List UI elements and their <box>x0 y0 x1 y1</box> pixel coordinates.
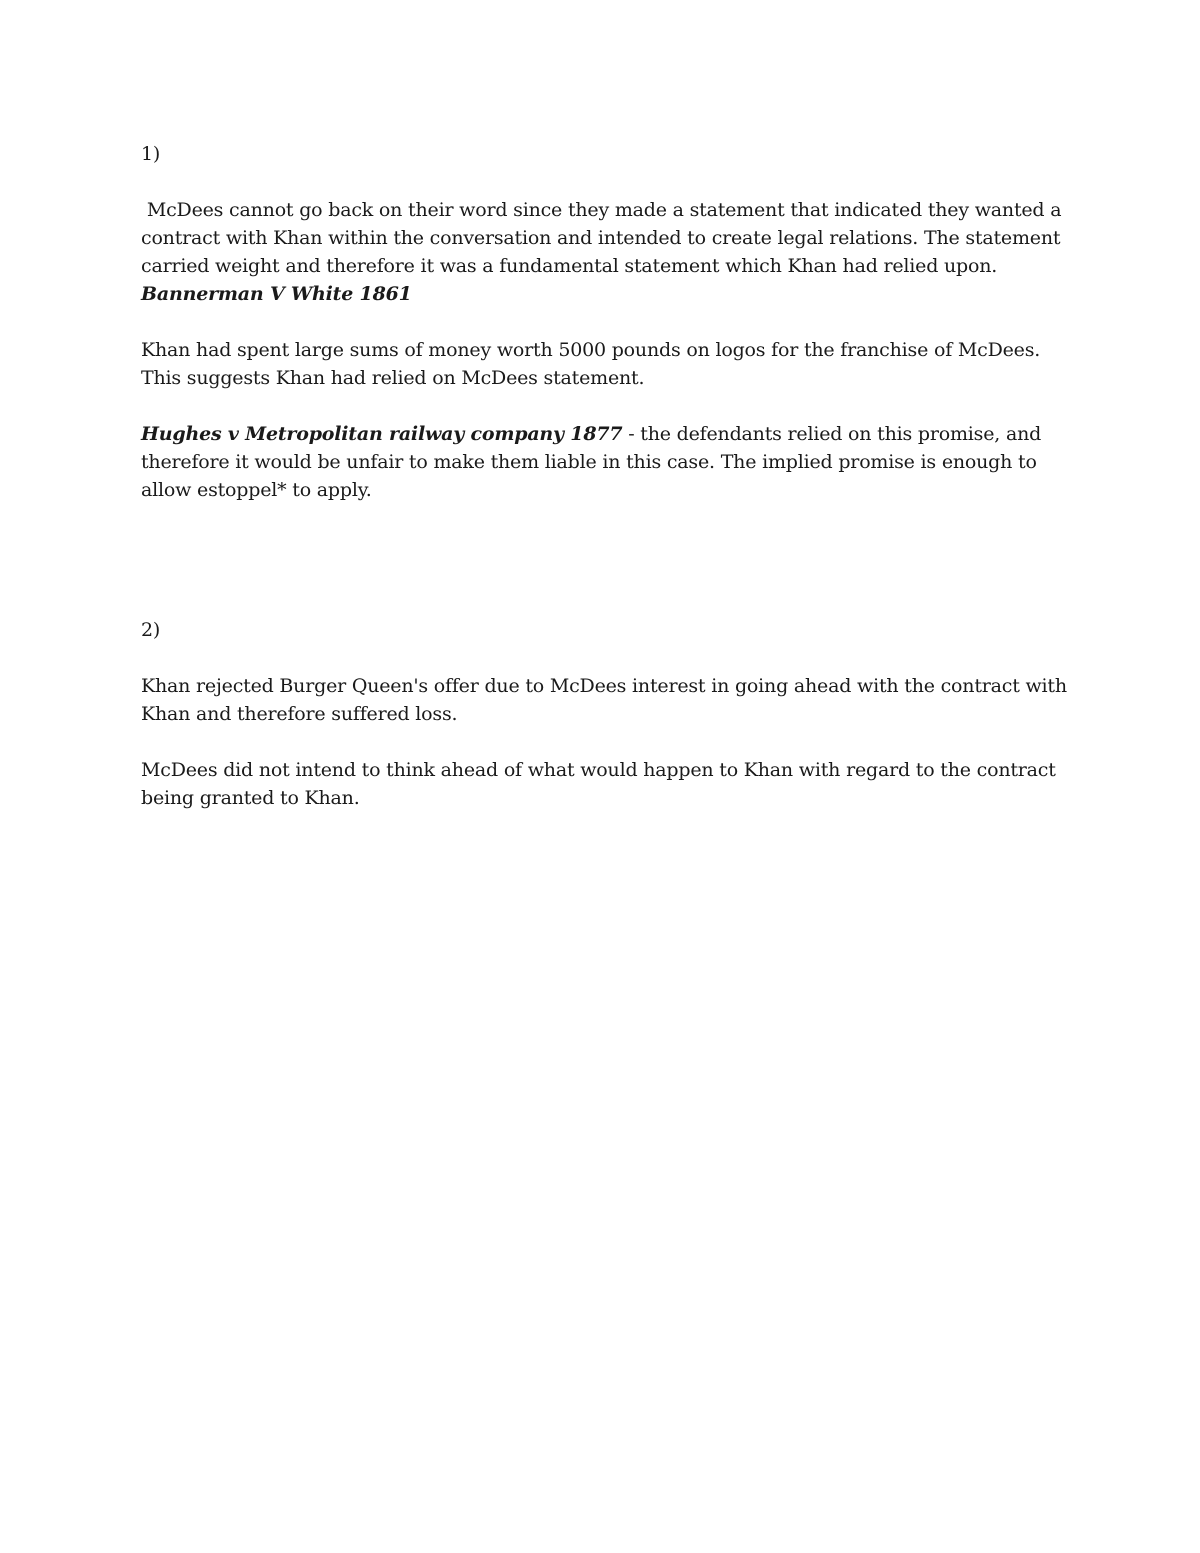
paragraph-with-citation <box>141 420 1071 504</box>
paragraph: Khan rejected Burger Queen's offer due to McDees interest in going ahead with the contract with Khan and therefore suffered loss. <box>141 675 1067 725</box>
section-number: 1) <box>141 143 161 165</box>
case-citation: Hughes v Metropolitan railway company 1877 <box>141 423 623 445</box>
paragraph: Khan had spent large sums of money worth 5000 pounds on logos for the franchise of McDees. This suggests Khan had relied on McDees statement. <box>141 339 1041 389</box>
section-number: 2) <box>141 619 161 641</box>
case-citation: Bannerman V White 1861 <box>141 283 412 305</box>
paragraph-text: - the defendants relied on this promise, and therefore it would be unfair to make them liable in this case. The implied promise is enough to allow estoppel* to apply. <box>141 423 1047 501</box>
paragraph: McDees did not intend to think ahead of what would happen to Khan with regard to the contract being granted to Khan. <box>141 759 1056 809</box>
document-page <box>141 140 1071 812</box>
paragraph: McDees cannot go back on their word since they made a statement that indicated they wanted a contract with Khan within the conversation and intended to create legal relations. The statement carried weight and therefore it was a fundamental statement which Khan had relied upon. <box>141 199 1068 277</box>
